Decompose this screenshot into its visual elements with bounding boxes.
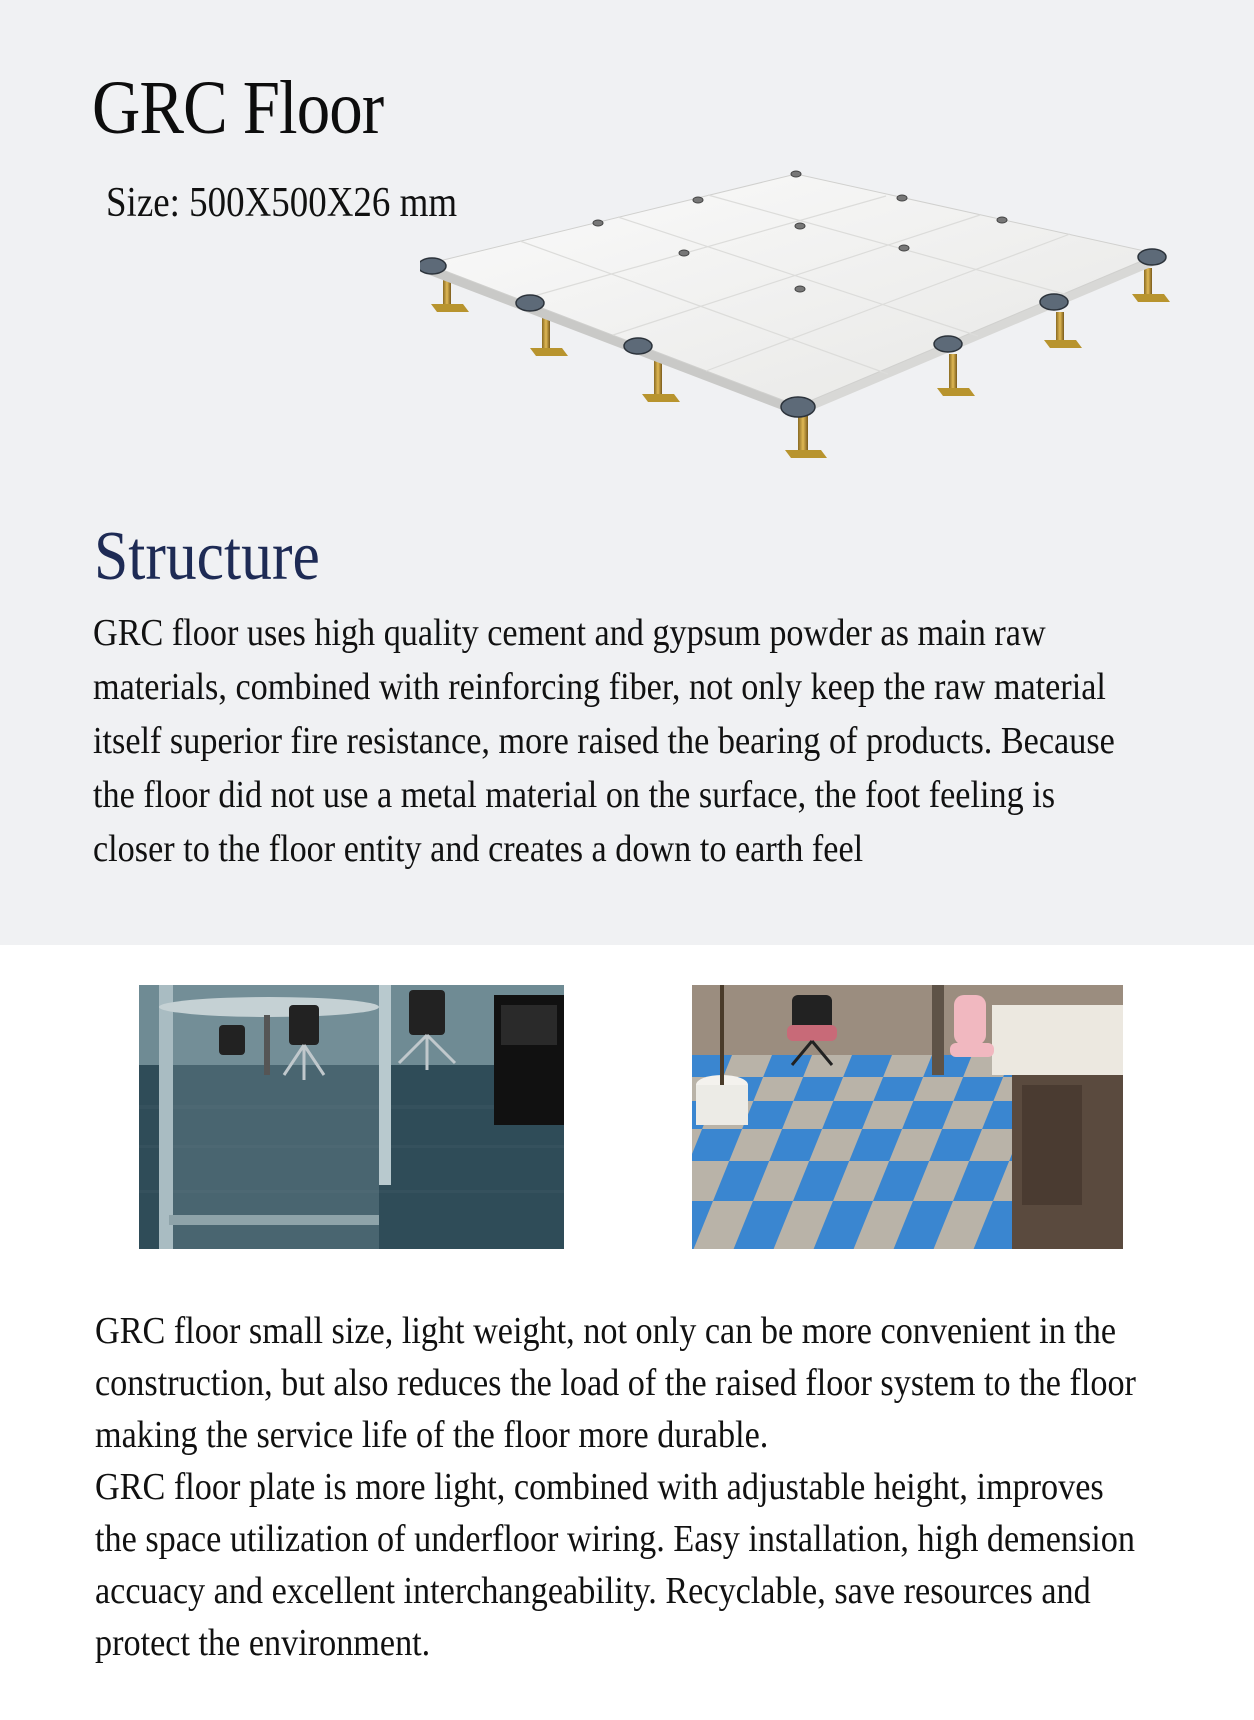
structure-heading: Structure — [94, 518, 320, 595]
checkered-carpet-office-photo — [692, 985, 1123, 1249]
raised-floor-illustration — [420, 160, 1180, 520]
page-title: GRC Floor — [92, 66, 384, 150]
office-glass-partition-photo — [139, 985, 564, 1249]
size-spec: Size: 500X500X26 mm — [106, 180, 458, 226]
features-description — [95, 1305, 1139, 1669]
features-paragraph-b: GRC floor plate is more light, combined with adjustable height, improves the space utilization of underfloor wiring. Easy installation, high demension accuacy and excellent interchangeability. Recyclable, save resources and protect the environment. — [95, 1466, 1136, 1664]
features-paragraph-a: GRC floor small size, light weight, not only can be more convenient in the construction, but also reduces the load of the raised floor system to the floor making the service life of the floor more durable. — [95, 1310, 1136, 1456]
structure-description: GRC floor uses high quality cement and gypsum powder as main raw materials, combined with reinforcing fiber, not only keep the raw material itself superior fire resistance, more raised the bearing of products. Because the floor did not use a metal material on the surface, the foot feeling is closer to the floor entity and creates a down to earth feel — [93, 612, 1115, 870]
